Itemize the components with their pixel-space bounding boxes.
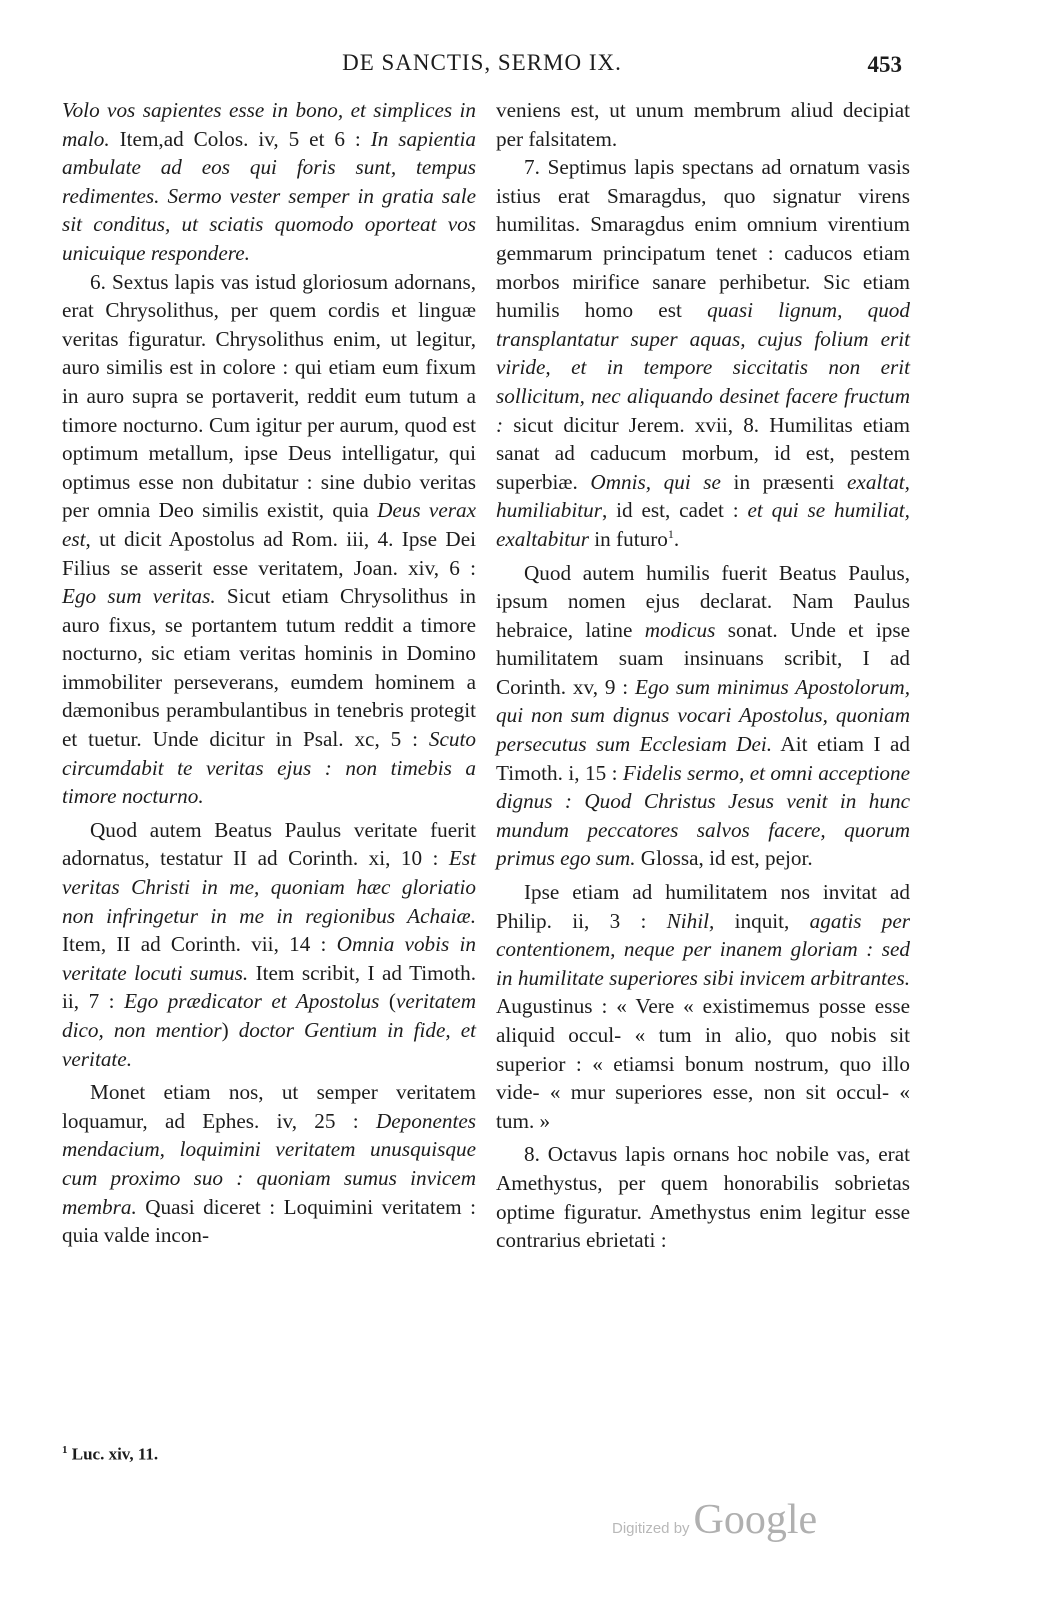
- paragraph: 6. Sextus lapis vas istud gloriosum adornans, erat Chrysolithus, per quem cordis et linguæ veritas figuratur. Chrysolithus enim, ut legitur, auro similis est in colore : qui etiam eum fixum in auro supra se portaverit, reddit eum tutum a timore nocturno. Cum igitur per aurum, quod est optimum metallum, ipse Deus intelligatur, qui optimus esse non dubitatur : sine dubio veritas per omnia Deo similis existit, quia Deus verax est, ut dicit Apostolus ad Rom. iii, 4. Ipse Dei Filius se asserit esse veritatem, Joan. xiv, 6 : Ego sum veritas. Sicut etiam Chrysolithus in auro fixus, se portantem tutum reddit a timore nocturno, sic etiam veritas hominis in Domino immobiliter perseverans, eumdem hominem a dæmonibus perambulantibus in tenebris protegit et tuetur. Unde dicitur in Psal. xc, 5 : Scuto circumdabit te veritas ejus : non timebis a timore nocturno.: [62, 269, 476, 809]
- google-logo: Google: [693, 1497, 818, 1543]
- footnote-text: Luc. xiv, 11.: [71, 1444, 159, 1464]
- running-title: DE SANCTIS, SERMO IX.: [342, 50, 622, 75]
- paragraph: veniens est, ut unum membrum aliud decipiat per falsitatem.: [496, 98, 910, 151]
- right-column: [496, 96, 910, 1255]
- paragraph: Quod autem humilis fuerit Beatus Paulus, ipsum nomen ejus declarat. Nam Paulus hebraice, latine modicus sonat. Unde et ipse humilitatem suam insinuans scribit, I ad Corinth. xv, 9 : Ego sum minimus Apostolorum, qui non sum dignus vocari Apostolus, quoniam persecutus sum Ecclesiam Dei. Ait etiam I ad Timoth. i, 15 : Fidelis sermo, et omni acceptione dignus : Quod Christus Jesus venit in hunc mundum peccatores salvos facere, quorum primus ego sum. Glossa, id est, pejor.: [496, 560, 910, 871]
- watermark-prefix: Digitized by: [612, 1520, 690, 1537]
- page-number: 453: [867, 52, 902, 77]
- digitized-watermark: [612, 1496, 817, 1546]
- paragraph: 7. Septimus lapis spectans ad ornatum vasis istius erat Smaragdus, quo signatur virens humilitas. Smaragdus enim omnium virentium gemmarum principatum tenet : caducos etiam morbos mirifice sanare perhibetur. Sic etiam humilis homo est quasi lignum, quod transplantatur super aquas, cujus folium erit viride, et in tempore siccitatis non erit sollicitum, nec aliquando desinet facere fructum : sicut dicitur Jerem. xvii, 8. Humilitas etiam sanat ad caducum morbum, id est, pestem superbiæ. Omnis, qui se in præsenti exaltat, humiliabitur, id est, cadet : et qui se humiliat, exaltabitur in futuro$^1$.: [496, 155, 910, 551]
- paragraph: Monet etiam nos, ut semper veritatem loquamur, ad Ephes. iv, 25 : Deponentes mendacium, loquimini veritatem unusquisque cum proximo suo : quoniam sumus invicem membra. Quasi diceret : Loquimini veritatem : quia valde incon-: [62, 1080, 476, 1248]
- footnote: [62, 1444, 158, 1465]
- footnote-mark: 1: [62, 1444, 68, 1456]
- paragraph: Ipse etiam ad humilitatem nos invitat ad Philip. ii, 3 : Nihil, inquit, agatis per contentionem, neque per inanem gloriam : sed in humilitate superiores sibi invicem arbitrantes. Augustinus : « Vere « existimemus posse esse aliquid occul- « tum in alio, quo nobis sit superior : « etiamsi bonum nostrum, quo illo vide- « mur superiores esse, non sit occul- « tum. »: [496, 880, 910, 1133]
- paragraph: Quod autem Beatus Paulus veritate fuerit adornatus, testatur II ad Corinth. xi, 10 : Est veritas Christi in me, quoniam hæc gloriatio non infringetur in me in regionibus Achaiæ. Item, II ad Corinth. vii, 14 : Omnia vobis in veritate locuti sumus. Item scribit, I ad Timoth. ii, 7 : Ego prædicator et Apostolus (veritatem dico, non mentior) doctor Gentium in fide, et veritate.: [62, 817, 477, 1071]
- paragraph: 8. Octavus lapis ornans hoc nobile vas, erat Amethystus, per quem honorabilis sobrietas optime figuratur. Amethystus enim legitur esse contrarius ebrietati :: [496, 1142, 910, 1253]
- left-column: [62, 96, 476, 1250]
- paragraph: Volo vos sapientes esse in bono, et simplices in malo. Item,ad Colos. iv, 5 et 6 : In sapientia ambulate ad eos qui foris sunt, tempus redimentes. Sermo vester semper in gratia sale sit conditus, ut sciatis quomodo oporteat vos unicuique respondere.: [62, 98, 476, 265]
- running-header: [62, 50, 902, 84]
